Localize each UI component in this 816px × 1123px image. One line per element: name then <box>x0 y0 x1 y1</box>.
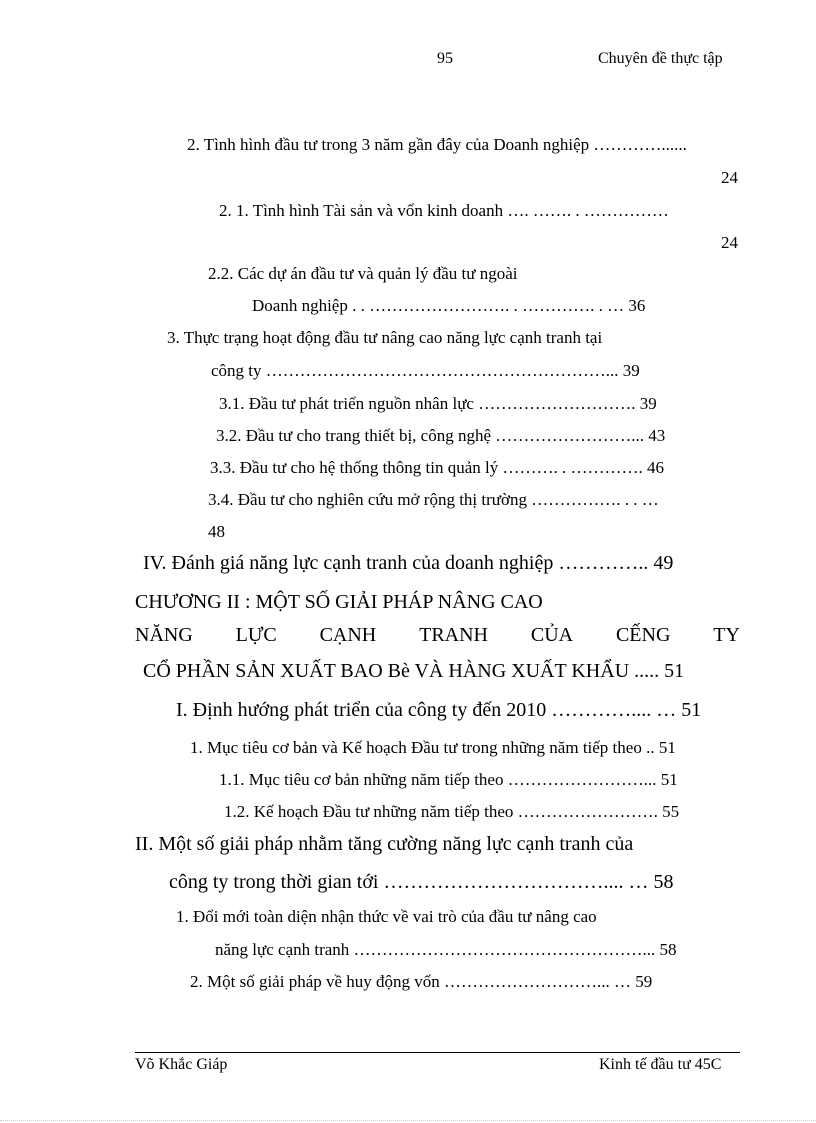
justified-word: TY <box>713 624 740 646</box>
document-title: Chuyên đề thực tập <box>598 50 723 67</box>
toc-entry-1-2: 1.2. Kế hoạch Đầu tư những năm tiếp theo ……………………. 55 <box>224 802 680 821</box>
toc-entry-2-1-page: 24 <box>721 233 738 252</box>
toc-entry-2-1: 2. 1. Tình hình Tài sản và vốn kinh doanh …. ……. . …………… <box>219 201 669 220</box>
toc-entry-2: 2. Tình hình đầu tư trong 3 năm gần đây của Doanh nghiệp …………...... <box>187 135 687 154</box>
footer-class: Kinh tế đầu tư 45C <box>599 1056 722 1073</box>
chapter-2-title-line3: CỔ PHẦN SẢN XUẤT BAO Bè VÀ HÀNG XUẤT KHẨU ..... 51 <box>143 660 685 682</box>
toc-entry-3-4-page: 48 <box>208 522 225 541</box>
toc-entry-2-2: 2.2. Các dự án đầu tư và quản lý đầu tư ngoài <box>208 264 518 283</box>
justified-word: NĂNG <box>135 624 193 646</box>
justified-word: LỰC <box>235 624 277 646</box>
toc-entry-3-1: 3.1. Đầu tư phát triển nguồn nhân lực ………………………. 39 <box>219 394 657 413</box>
footer-rule <box>135 1052 740 1053</box>
toc-entry-iv: IV. Đánh giá năng lực cạnh tranh của doanh nghiệp ………….. 49 <box>143 552 674 574</box>
toc-entry-2-page: 24 <box>721 168 738 187</box>
toc-entry-ii-2: 2. Một số giải pháp về huy động vốn ………………………... … 59 <box>190 972 653 991</box>
toc-entry-i: I. Định hướng phát triển của công ty đến 2010 ………….... … 51 <box>176 699 702 721</box>
toc-entry-3-3: 3.3. Đầu tư cho hệ thống thông tin quản lý ………. . …………. 46 <box>210 458 665 477</box>
toc-entry-2-2-cont: Doanh nghiệp . . ……………………. . …………. . … 36 <box>252 296 646 315</box>
toc-entry-3-2: 3.2. Đầu tư cho trang thiết bị, công nghệ ……………………... 43 <box>216 426 666 445</box>
toc-entry-ii-cont: công ty trong thời gian tới …………………………….... … 58 <box>169 871 674 893</box>
justified-word: CẠNH <box>319 624 377 646</box>
toc-entry-3-4: 3.4. Đầu tư cho nghiên cứu mở rộng thị trường ……………. . . … <box>208 490 659 509</box>
toc-entry-ii-1: 1. Đổi mới toàn diện nhận thức về vai trò của đầu tư nâng cao <box>176 907 597 926</box>
toc-entry-1: 1. Mục tiêu cơ bản và Kế hoạch Đầu tư trong những năm tiếp theo .. 51 <box>190 738 676 757</box>
chapter-2-title-line2 <box>135 624 740 647</box>
toc-entry-ii: II. Một số giải pháp nhằm tăng cường năng lực cạnh tranh của <box>135 833 634 855</box>
page-edge <box>0 1120 816 1121</box>
toc-entry-1-1: 1.1. Mục tiêu cơ bản những năm tiếp theo ……………………... 51 <box>219 770 678 789</box>
page-number: 95 <box>437 50 453 67</box>
justified-word: CẾNG <box>615 624 671 646</box>
justified-word: CỦA <box>530 624 574 646</box>
toc-entry-ii-1-cont: năng lực cạnh tranh ……………………………………………... 58 <box>215 940 677 959</box>
toc-entry-3-cont: công ty ……………………………………………………... 39 <box>211 361 640 380</box>
chapter-2-title-line1: CHƯƠNG II : MỘT SỐ GIẢI PHÁP NÂNG CAO <box>135 591 543 613</box>
justified-word: TRANH <box>419 624 488 646</box>
footer-author: Võ Khắc Giáp <box>135 1056 228 1073</box>
toc-entry-3: 3. Thực trạng hoạt động đầu tư nâng cao năng lực cạnh tranh tại <box>167 328 603 347</box>
